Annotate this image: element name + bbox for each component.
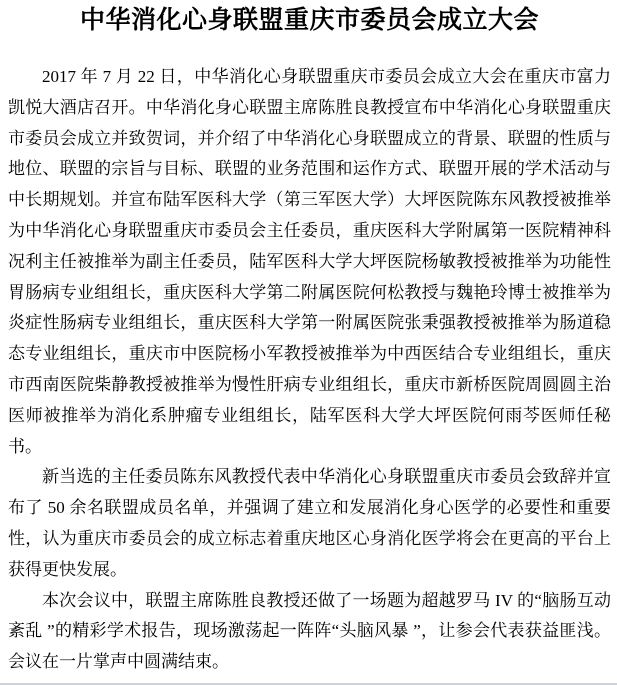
- paragraph-chairman-speech: 新当选的主任委员陈东风教授代表中华消化心身联盟重庆市委员会致辞并宣布了 50 余名联盟成员名单，并强调了建立和发展消化身心医学的必要性和重要性，认为重庆市委员会的成立标志着重庆地区心身消化医学将会在更高的平台上获得更快发展。: [8, 467, 611, 579]
- page-title: 中华消化心身联盟重庆市委员会成立大会: [79, 7, 539, 34]
- paragraph-conference-founding: 2017 年 7 月 22 日，中华消化心身联盟重庆市委员会成立大会在重庆市富力凯悦大酒店召开。中华消化身心联盟主席陈胜良教授宣布中华消化心身联盟重庆市委员会成立并致贺词，并介绍了中华消化心身联盟成立的背景、联盟的性质与地位、联盟的宗旨与目标、联盟的业务范围和运作方式、联盟开展的学术活动与中长期规划。并宣布陆军医科大学（第三军医大学）大坪医院陈东风教授被推举为中华消化心身联盟重庆市委员会主任委员，重庆医科大学附属第一医院精神科况利主任被推举为副主任委员，陆军医科大学大坪医院杨敏教授被推举为功能性胃肠病专业组组长，重庆医科大学第二附属医院何松教授与魏艳玲博士被推举为炎症性肠病专业组组长，重庆医科大学第一附属医院张秉强教授被推举为肠道稳态专业组组长，重庆市中医院杨小军教授被推举为中西医结合专业组组长，重庆市西南医院柴静教授被推举为慢性肝病专业组组长，重庆市新桥医院周圆圆主治医师被推举为消化系肿瘤专业组组长，陆军医科大学大坪医院何雨芩医师任秘书。: [8, 67, 611, 456]
- document-body: [8, 62, 611, 678]
- paragraph-academic-report: 本次会议中，联盟主席陈胜良教授还做了一场题为超越罗马 IV 的“脑肠互动紊乱 ”的精彩学术报告，现场激荡起一阵阵“头脑风暴 ”，让参会代表获益匪浅。会议在一片掌声中圆满结束。: [8, 590, 611, 672]
